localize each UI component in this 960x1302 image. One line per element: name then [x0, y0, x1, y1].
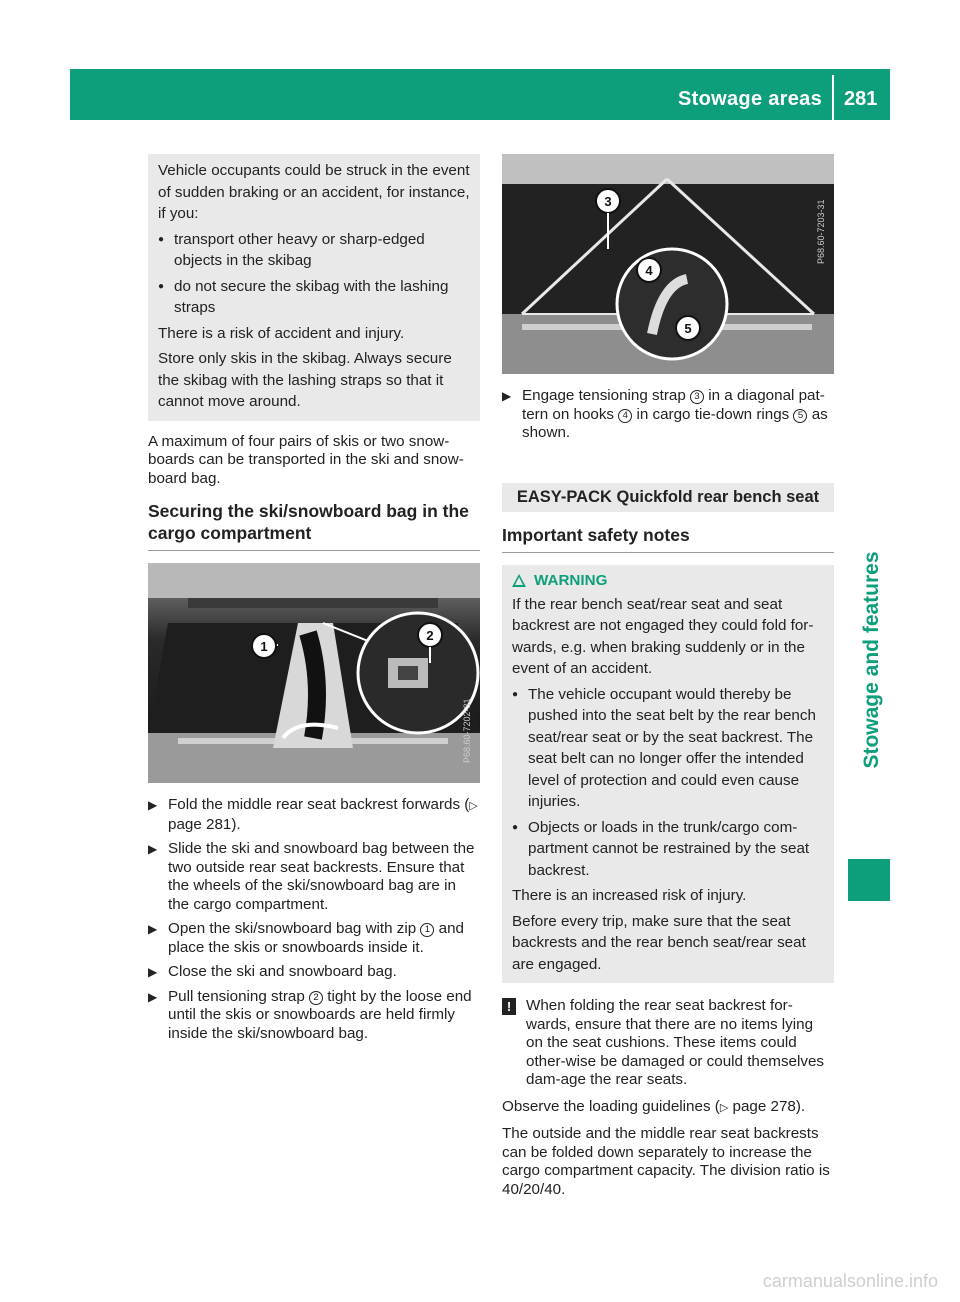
callout-ref-1: 1	[420, 923, 434, 937]
warning-advice: Before every trip, make sure that the seat backrests and the rear bench seat/rear seat are engaged.	[512, 912, 806, 973]
warning-intro: If the rear bench seat/rear seat and seat backrest are not engaged they could fold for-wards, e.g. when braking suddenly or in the event of an accident.	[512, 595, 814, 677]
svg-text:2: 2	[426, 628, 434, 643]
damage-notice: ! When folding the rear seat backrest for-wards, ensure that there are no items lying on the seat cushions. These items could other-wise be damaged or could themselves dam-age the rear seats.	[502, 997, 834, 1090]
photo-code: P68.60-7203-31	[816, 199, 826, 264]
skibag-warning-box	[148, 154, 480, 421]
callout-ref-4: 4	[618, 409, 632, 423]
page-section-title: Stowage areas	[678, 88, 822, 110]
exclamation-icon: !	[502, 998, 516, 1015]
step-arrow-icon: ▶	[148, 842, 158, 856]
warning-bullet: ● transport other heavy or sharp-edged objects in the skibag	[158, 229, 470, 272]
step-fold-backrest: ▶ Fold the middle rear seat backrest forwards (▷ page 281).	[148, 796, 478, 833]
left-column	[148, 154, 480, 1049]
header-divider	[832, 75, 834, 120]
callout-ref-5: 5	[793, 409, 807, 423]
warning-bullet: ● Objects or loads in the trunk/cargo com-partment cannot be restrained by the seat backrest.	[512, 817, 824, 882]
step-arrow-icon: ▶	[502, 389, 512, 403]
warning-advice: Store only skis in the skibag. Always secure the skibag with the lashing straps so that it cannot move around.	[158, 350, 452, 410]
svg-text:3: 3	[604, 194, 612, 209]
photo-code: P68.60-7202-31	[462, 698, 472, 763]
side-tab-label: Stowage and features	[860, 551, 883, 769]
step-slide-bag: ▶ Slide the ski and snowboard bag between the two outside rear seat backrests. Ensure that the wheels of the ski/snowboard bag are in the cargo compartment.	[148, 840, 475, 913]
step-close-bag: ▶ Close the ski and snowboard bag.	[148, 963, 397, 980]
side-tab-marker	[848, 859, 890, 901]
step-arrow-icon: ▶	[148, 989, 158, 1004]
section-heading: Securing the ski/snowboard bag in the cargo compartment	[148, 500, 480, 551]
warning-title: WARNING	[512, 571, 824, 590]
svg-text:5: 5	[684, 321, 692, 336]
step-engage-strap: ▶ Engage tensioning strap 3 in a diagonal pat-tern on hooks 4 in cargo tie-down rings 5 as shown.	[502, 387, 828, 441]
warning-bullet: ● The vehicle occupant would thereby be pushed into the seat belt by the rear bench seat/rear seat or by the seat backrest. The seat belt can no longer offer the intended level of protection and could even cause injuries.	[512, 684, 824, 813]
tensioning-strap-illustration	[502, 154, 834, 374]
page-ref-icon: ▷	[719, 1101, 729, 1114]
step-tighten-strap: ▶ Pull tensioning strap 2 tight by the loose end until the skis or snowboards are held firmly inside the ski/snowboard bag.	[148, 987, 472, 1042]
warning-risk: There is a risk of accident and injury.	[158, 324, 405, 342]
warning-risk: There is an increased risk of injury.	[512, 887, 747, 904]
step-arrow-icon: ▶	[148, 922, 158, 936]
callout-ref-3: 3	[690, 390, 704, 404]
division-ratio-paragraph: The outside and the middle rear seat backrests can be folded down separately to increase the cargo compartment capacity. The division ratio is 40/20/40.	[502, 1125, 830, 1198]
warning-triangle-icon	[512, 574, 526, 587]
warning-bullet: ● do not secure the skibag with the lashing straps	[158, 276, 470, 319]
safety-notes-heading: Important safety notes	[502, 524, 834, 553]
capacity-paragraph: A maximum of four pairs of skis or two snow-boards can be transported in the ski and snow-board bag.	[148, 432, 464, 487]
page-number: 281	[844, 88, 878, 110]
page-ref-icon: ▷	[469, 800, 478, 812]
step-arrow-icon: ▶	[148, 965, 158, 979]
right-column	[502, 154, 834, 1199]
warning-box	[502, 565, 834, 984]
callout-ref-2: 2	[309, 991, 323, 1005]
svg-text:4: 4	[645, 263, 653, 278]
warning-intro: Vehicle occupants could be struck in the event of sudden braking or an accident, for instance, if you:	[158, 162, 470, 222]
zoom-detail-circle	[617, 249, 727, 359]
footer-watermark: carmanualsonline.info	[762, 1271, 938, 1291]
svg-text:1: 1	[260, 639, 268, 654]
step-arrow-icon: ▶	[148, 798, 158, 812]
loading-guidelines-ref: Observe the loading guidelines (▷ page 278).	[502, 1097, 806, 1115]
section-band-title: EASY-PACK Quickfold rear bench seat	[502, 483, 834, 512]
tensioning-strap-photo	[502, 154, 834, 374]
skibag-photo	[148, 563, 480, 783]
skibag-illustration	[148, 563, 480, 783]
step-open-bag: ▶ Open the ski/snowboard bag with zip 1 and place the skis or snowboards inside it.	[148, 920, 464, 956]
